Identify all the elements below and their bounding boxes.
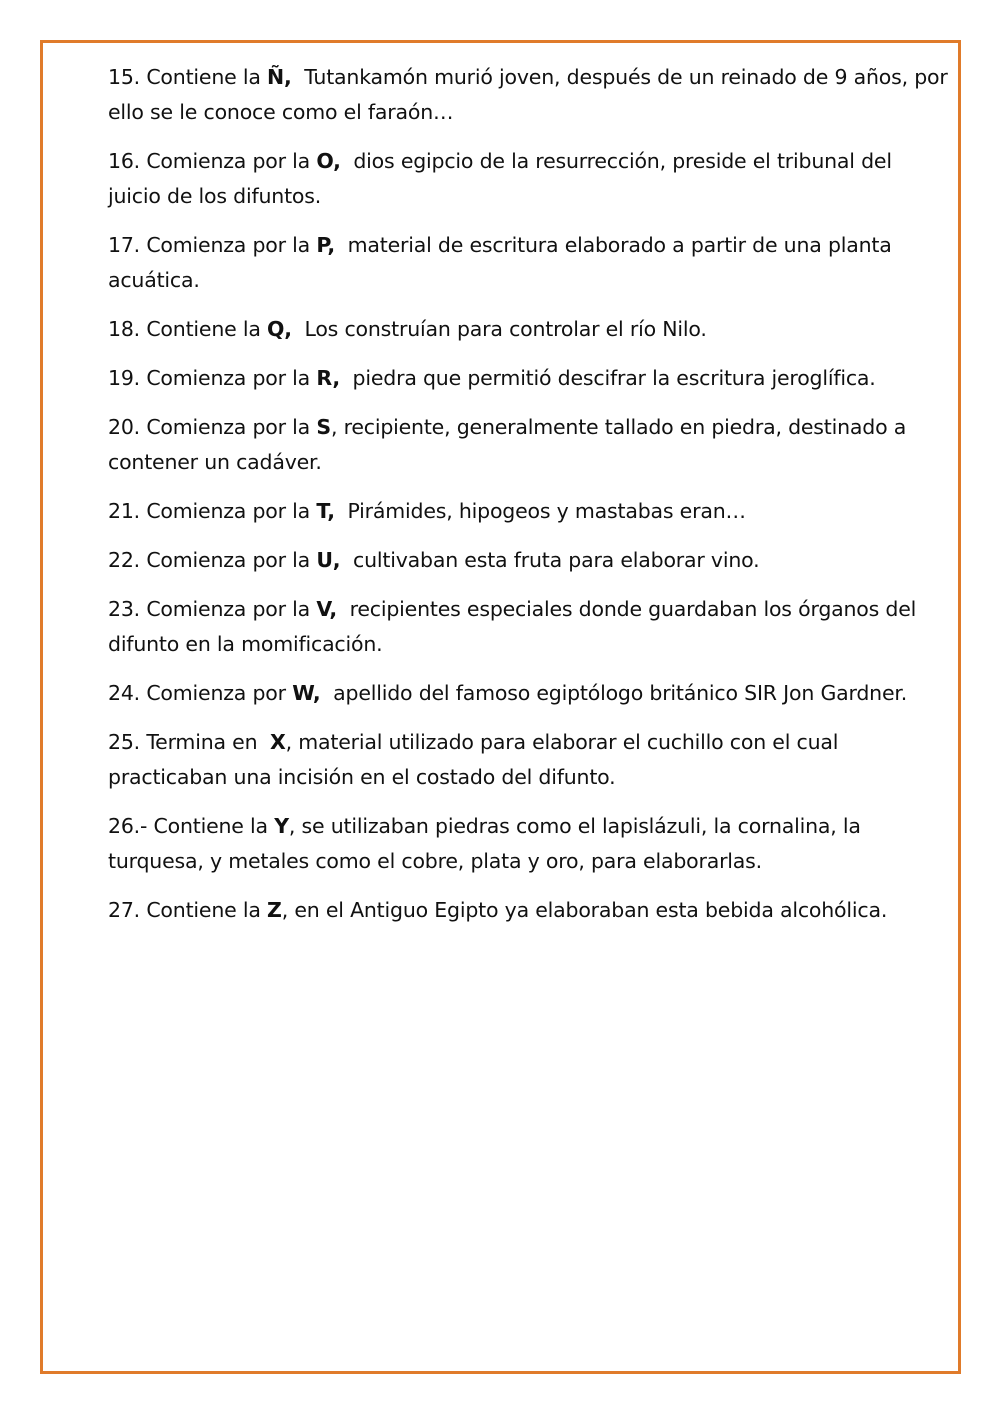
clue-item — [108, 60, 954, 130]
clue-letter: Y — [274, 814, 289, 838]
clue-text: , recipiente, generalmente tallado en piedra, destinado a contener un cadáver. — [108, 415, 913, 474]
clue-item — [108, 725, 948, 795]
clue-letter: T, — [316, 499, 335, 523]
clue-letter: S — [316, 415, 331, 439]
clue-letter: Q, — [267, 317, 292, 341]
clue-text: Pirámides, hipogeos y mastabas eran… — [334, 499, 746, 523]
clue-letter: V, — [316, 597, 337, 621]
clue-item — [108, 144, 948, 214]
clue-prefix: 16. Comienza por la — [108, 149, 317, 173]
clue-letter: P, — [316, 233, 336, 257]
clue-text: recipientes especiales donde guardaban los órganos del difunto en la momificación. — [108, 597, 923, 656]
clue-item — [108, 676, 948, 711]
clue-letter: R, — [316, 366, 340, 390]
clue-prefix: 21. Comienza por la — [108, 499, 317, 523]
clue-text: cultivaban esta fruta para elaborar vino. — [340, 548, 760, 572]
clue-prefix: 22. Comienza por la — [108, 548, 317, 572]
clue-item — [108, 361, 948, 396]
clue-prefix: 15. Contiene la — [108, 65, 268, 89]
clue-letter: Z — [267, 898, 282, 922]
clue-prefix: 19. Comienza por la — [108, 366, 317, 390]
clue-text: dios egipcio de la resurrección, preside el tribunal del juicio de los difuntos. — [108, 149, 899, 208]
clue-text: , en el Antiguo Egipto ya elaboraban esta bebida alcohólica. — [281, 898, 888, 922]
clue-text: apellido del famoso egiptólogo británico SIR Jon Gardner. — [320, 681, 908, 705]
clue-item — [108, 494, 948, 529]
clue-letter: Ñ, — [267, 65, 292, 89]
clue-item — [108, 228, 948, 298]
clue-text: piedra que permitió descifrar la escritura jeroglífica. — [339, 366, 876, 390]
clue-item — [108, 809, 948, 879]
clue-text: Tutankamón murió joven, después de un reinado de 9 años, por ello se le conoce como el faraón… — [108, 65, 954, 124]
clue-item — [108, 312, 948, 347]
clue-text: Los construían para controlar el río Nilo. — [291, 317, 707, 341]
clue-item — [108, 543, 948, 578]
clue-text: material de escritura elaborado a partir de una planta acuática. — [108, 233, 898, 292]
clue-letter: U, — [316, 548, 341, 572]
clue-prefix: 23. Comienza por la — [108, 597, 317, 621]
clue-prefix: 17. Comienza por la — [108, 233, 317, 257]
clue-letter: O, — [316, 149, 341, 173]
clue-text: , se utilizaban piedras como el lapislázuli, la cornalina, la turquesa, y metales como el cobre, plata y oro, para elaborarlas. — [108, 814, 868, 873]
clue-item — [108, 893, 948, 928]
clue-prefix: 26.- Contiene la — [108, 814, 275, 838]
clue-prefix: 27. Contiene la — [108, 898, 268, 922]
clue-prefix: 18. Contiene la — [108, 317, 268, 341]
clue-prefix: 20. Comienza por la — [108, 415, 317, 439]
clue-item — [108, 592, 948, 662]
clue-prefix: 24. Comienza por — [108, 681, 293, 705]
clue-text: , material utilizado para elaborar el cuchillo con el cual practicaban una incisión en el costado del difunto. — [108, 730, 845, 789]
clue-list — [108, 60, 954, 942]
clue-letter: W, — [292, 681, 321, 705]
clue-prefix: 25. Termina en — [108, 730, 271, 754]
clue-letter: X — [270, 730, 286, 754]
clue-item — [108, 410, 948, 480]
